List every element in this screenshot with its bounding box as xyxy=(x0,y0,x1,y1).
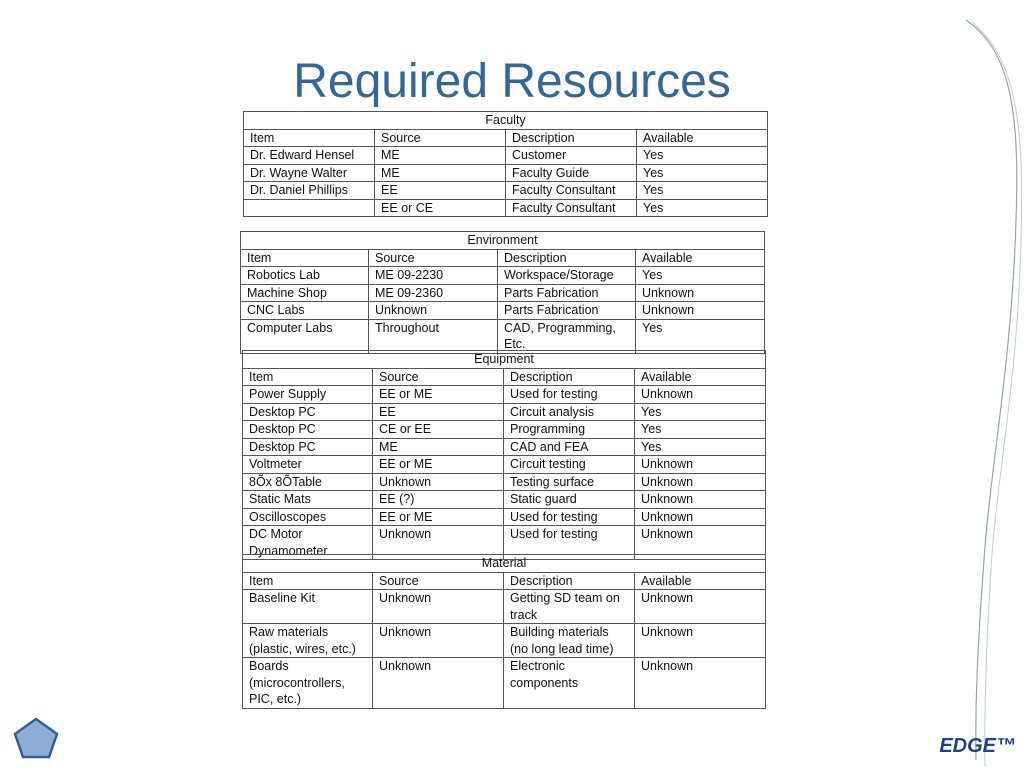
table-cell: DC Motor Dynamometer xyxy=(243,526,373,560)
column-header: Item xyxy=(243,368,373,386)
table-cell: Desktop PC xyxy=(243,438,373,456)
table-row xyxy=(241,267,765,285)
table-cell: Dr. Edward Hensel xyxy=(244,147,375,165)
table-cell: EE (?) xyxy=(373,491,504,509)
table-cell: CAD, Programming, Etc. xyxy=(498,319,636,353)
table-title-row xyxy=(243,555,766,573)
table-cell: Throughout xyxy=(369,319,498,353)
table-cell: Parts Fabrication xyxy=(498,284,636,302)
table-cell: Unknown xyxy=(373,658,504,709)
table-cell: Dr. Daniel Phillips xyxy=(244,182,375,200)
column-header: Available xyxy=(636,249,765,267)
table-cell: Static guard xyxy=(504,491,635,509)
table-cell: Yes xyxy=(636,319,765,353)
column-header: Source xyxy=(373,572,504,590)
table-cell: Yes xyxy=(637,199,768,217)
table-row xyxy=(241,284,765,302)
table-cell: Baseline Kit xyxy=(243,590,373,624)
column-header: Source xyxy=(373,368,504,386)
table-cell: Unknown xyxy=(635,624,766,658)
table-cell: Used for testing xyxy=(504,508,635,526)
table-row xyxy=(241,319,765,353)
table-row xyxy=(244,182,768,200)
table-cell: Yes xyxy=(637,147,768,165)
table-cell: EE xyxy=(373,403,504,421)
table-title: Material xyxy=(243,555,766,573)
table-cell: Faculty Consultant xyxy=(506,199,637,217)
column-header: Available xyxy=(635,572,766,590)
table-cell: Unknown xyxy=(635,456,766,474)
table-cell: CE or EE xyxy=(373,421,504,439)
table-cell: Customer xyxy=(506,147,637,165)
table-cell: Raw materials (plastic, wires, etc.) xyxy=(243,624,373,658)
table-cell: Unknown xyxy=(635,658,766,709)
table-cell: Testing surface xyxy=(504,473,635,491)
table-row xyxy=(243,624,766,658)
table-cell: Desktop PC xyxy=(243,421,373,439)
table-cell: Yes xyxy=(637,164,768,182)
material-table xyxy=(242,554,766,709)
environment-table xyxy=(240,231,765,354)
table-row xyxy=(243,473,766,491)
table-cell: Workspace/Storage xyxy=(498,267,636,285)
column-header: Description xyxy=(504,368,635,386)
header-row xyxy=(244,129,768,147)
header-row xyxy=(243,368,766,386)
table-cell: Faculty Guide xyxy=(506,164,637,182)
table-cell: ME xyxy=(375,147,506,165)
table-cell: Boards (microcontrollers, PIC, etc.) xyxy=(243,658,373,709)
pentagon-icon xyxy=(12,716,60,760)
table-cell: Oscilloscopes xyxy=(243,508,373,526)
column-header: Description xyxy=(498,249,636,267)
table-cell: Circuit testing xyxy=(504,456,635,474)
table-cell: Unknown xyxy=(373,526,504,560)
table-cell: EE or CE xyxy=(375,199,506,217)
table-row xyxy=(244,199,768,217)
table-cell: Voltmeter xyxy=(243,456,373,474)
table-cell: ME 09-2230 xyxy=(369,267,498,285)
column-header: Item xyxy=(241,249,369,267)
table-title: Environment xyxy=(241,232,765,250)
table-cell: Used for testing xyxy=(504,526,635,560)
table-cell: Unknown xyxy=(373,590,504,624)
slide-title: Required Resources xyxy=(293,55,731,108)
table-row xyxy=(243,386,766,404)
table-cell: Programming xyxy=(504,421,635,439)
table-cell: CNC Labs xyxy=(241,302,369,320)
table-cell: EE or ME xyxy=(373,386,504,404)
table-cell: Unknown xyxy=(636,302,765,320)
faculty-table xyxy=(243,111,768,217)
table-cell: Yes xyxy=(635,421,766,439)
table-cell: Power Supply xyxy=(243,386,373,404)
table-cell: Yes xyxy=(636,267,765,285)
equipment-table xyxy=(242,350,766,560)
column-header: Item xyxy=(243,572,373,590)
table-row xyxy=(243,421,766,439)
table-title: Faculty xyxy=(244,112,768,130)
table-row xyxy=(243,456,766,474)
table-cell: Unknown xyxy=(373,624,504,658)
header-row xyxy=(241,249,765,267)
column-header: Source xyxy=(375,129,506,147)
table-title-row xyxy=(243,351,766,369)
column-header: Available xyxy=(635,368,766,386)
table-row xyxy=(243,590,766,624)
table-cell: ME xyxy=(375,164,506,182)
table-cell: Yes xyxy=(635,403,766,421)
table-row xyxy=(243,491,766,509)
table-cell: Unknown xyxy=(635,526,766,560)
table-cell: Dr. Wayne Walter xyxy=(244,164,375,182)
table-cell: Unknown xyxy=(635,386,766,404)
table-cell: Unknown xyxy=(636,284,765,302)
table-title-row xyxy=(241,232,765,250)
table-row xyxy=(244,147,768,165)
column-header: Item xyxy=(244,129,375,147)
table-title: Equipment xyxy=(243,351,766,369)
table-row xyxy=(243,658,766,709)
table-cell: Unknown xyxy=(369,302,498,320)
table-row xyxy=(244,164,768,182)
table-cell: Circuit analysis xyxy=(504,403,635,421)
table-cell: CAD and FEA xyxy=(504,438,635,456)
table-cell: Yes xyxy=(635,438,766,456)
table-cell: 8Õx 8ÕTable xyxy=(243,473,373,491)
table-cell: Electronic components xyxy=(504,658,635,709)
brand-logo: EDGE™ xyxy=(939,735,1016,757)
header-row xyxy=(243,572,766,590)
column-header: Description xyxy=(504,572,635,590)
table-row xyxy=(243,438,766,456)
table-cell: Unknown xyxy=(373,473,504,491)
table-cell: Unknown xyxy=(635,473,766,491)
column-header: Source xyxy=(369,249,498,267)
table-cell: ME 09-2360 xyxy=(369,284,498,302)
table-cell: EE xyxy=(375,182,506,200)
column-header: Available xyxy=(637,129,768,147)
table-cell: Unknown xyxy=(635,491,766,509)
table-cell: Parts Fabrication xyxy=(498,302,636,320)
table-row xyxy=(243,403,766,421)
table-cell: Yes xyxy=(637,182,768,200)
table-cell xyxy=(244,199,375,217)
table-cell: Building materials (no long lead time) xyxy=(504,624,635,658)
table-cell: Machine Shop xyxy=(241,284,369,302)
table-title-row xyxy=(244,112,768,130)
table-cell: Unknown xyxy=(635,508,766,526)
table-cell: Desktop PC xyxy=(243,403,373,421)
table-cell: Static Mats xyxy=(243,491,373,509)
table-cell: Faculty Consultant xyxy=(506,182,637,200)
table-cell: ME xyxy=(373,438,504,456)
column-header: Description xyxy=(506,129,637,147)
table-cell: EE or ME xyxy=(373,508,504,526)
table-row xyxy=(243,508,766,526)
table-cell: Unknown xyxy=(635,590,766,624)
table-cell: Used for testing xyxy=(504,386,635,404)
table-row xyxy=(241,302,765,320)
table-cell: EE or ME xyxy=(373,456,504,474)
table-cell: Getting SD team on track xyxy=(504,590,635,624)
table-cell: Robotics Lab xyxy=(241,267,369,285)
table-cell: Computer Labs xyxy=(241,319,369,353)
